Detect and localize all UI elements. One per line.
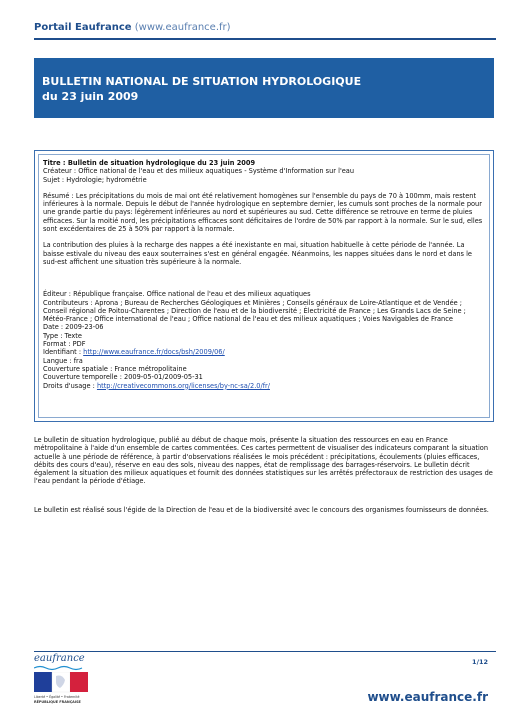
marianne-caption [34,695,81,704]
metadata-content [38,154,490,418]
wave-logo-icon [34,665,84,671]
eaufrance-logo: eaufrance [34,653,85,664]
marianne-ref: RÉPUBLIQUE FRANÇAISE [34,700,81,704]
meta-resume: Résumé : Les précipitations du mois de mai ont été relativement homogènes sur l'ensemble du pays de 70 à 100mm, mais restent inférieures à la normale. Depuis le début de l'année hydrologique en septembre dernier, les cumuls sont proches de la normale pour une grande partie du pays: légèrement inférieures au nord et supérieures au sud. Cette différence se retrouve en terme de pluies efficaces. Sur la moitié nord, les précipitations efficaces sont déficitaires de l'ordre de 50% par rapport à la normale. Sur le sud, elles sont excédentaires de 25 à 50% par rapport à la normale. [43,191,483,234]
metadata-box [34,150,494,422]
meta-type: Type : Texte [43,331,82,340]
organisation-paragraph: Le bulletin est réalisé sous l'égide de la Direction de l'eau et de la biodiversité avec le concours des organismes fournisseurs de données. [34,506,489,514]
meta-recharge: La contribution des pluies à la recharge des nappes a été inexistante en mai, situation habituelle à cette période de l'année. La baisse estivale du niveau des eaux souterraines s'est en général engagée. Néanmoins, les nappes situées dans le nord et dans le sud-est affichent une situation très supérieure à la normale. [43,241,472,266]
header-url[interactable]: (www.eaufrance.fr) [134,22,231,33]
marianne-motto: Liberté • Égalité • Fraternité [34,695,80,699]
meta-couverture-spatiale: Couverture spatiale : France métropolitaine [43,364,187,373]
identifiant-link[interactable]: http://www.eaufrance.fr/docs/bsh/2009/06/ [83,348,225,357]
meta-createur: Créateur : Office national de l'eau et des milieux aquatiques - Système d'Information sur l'eau [43,167,355,176]
droits-link[interactable]: http://creativecommons.org/licenses/by-nc-sa/2.0/fr/ [96,381,270,390]
footer-url[interactable]: www.eaufrance.fr [367,690,488,704]
meta-sujet: Sujet : Hydrologie; hydrométrie [43,175,147,184]
banner-title: BULLETIN NATIONAL DE SITUATION HYDROLOGIQUE [42,75,362,88]
meta-contributeurs: Contributeurs : Aprona ; Bureau de Recherches Géologiques et Minières ; Conseils généraux de Loire-Atlantique et de Vendée ; Conseil régional de Poitou-Charentes ; Direction de l'eau et de la biodiversité ; Électricité de France ; Les Grands Lacs de Seine ; Météo-France ; Office international de l'eau ; Office national de l'eau et des milieux aquatiques ; Voies Navigables de France [43,298,466,324]
title-banner [34,58,494,118]
meta-date: Date : 2009-23-06 [43,323,104,332]
meta-droits: Droits d'usage : http://creativecommons.org/licenses/by-nc-sa/2.0/fr/ [43,381,270,390]
meta-langue: Langue : fra [43,356,83,365]
meta-format: Format : PDF [43,340,86,349]
header-brand: Portail Eaufrance [34,22,132,33]
meta-editeur: Éditeur : République française. Office national de l'eau et des milieux aquatiques [43,290,311,299]
meta-titre: Titre : Bulletin de situation hydrologique du 23 juin 2009 [43,159,256,167]
header-divider [34,38,496,40]
description-paragraph: Le bulletin de situation hydrologique, publié au début de chaque mois, présente la situation des ressources en eau en France métropolitaine à l'aide d'un ensemble de cartes commentées. Ces cartes permettent de visualiser des indicateurs comparant la situation actuelle à une période de référence, à partir d'observations réalisées le mois précédent : précipitations, écoulements (pluies efficaces, débits des cours d'eau), réserve en eau des sols, niveau des nappes, état de remplissage des barrages-réservoirs. Le bulletin décrit également la situation des milieux aquatiques et fournit des données statistiques sur les arrêtés préfectoraux de restriction des usages de l'eau pendant la période d'étiage. [34,436,493,486]
footer-divider [34,651,496,652]
meta-identifiant: Identifiant : http://www.eaufrance.fr/docs/bsh/2009/06/ [43,348,225,357]
banner-date: du 23 juin 2009 [42,90,139,103]
meta-couverture-temporelle: Couverture temporelle : 2009-05-01/2009-05-31 [43,373,203,382]
page-number: 1/12 [472,658,488,666]
page-header [34,22,231,33]
